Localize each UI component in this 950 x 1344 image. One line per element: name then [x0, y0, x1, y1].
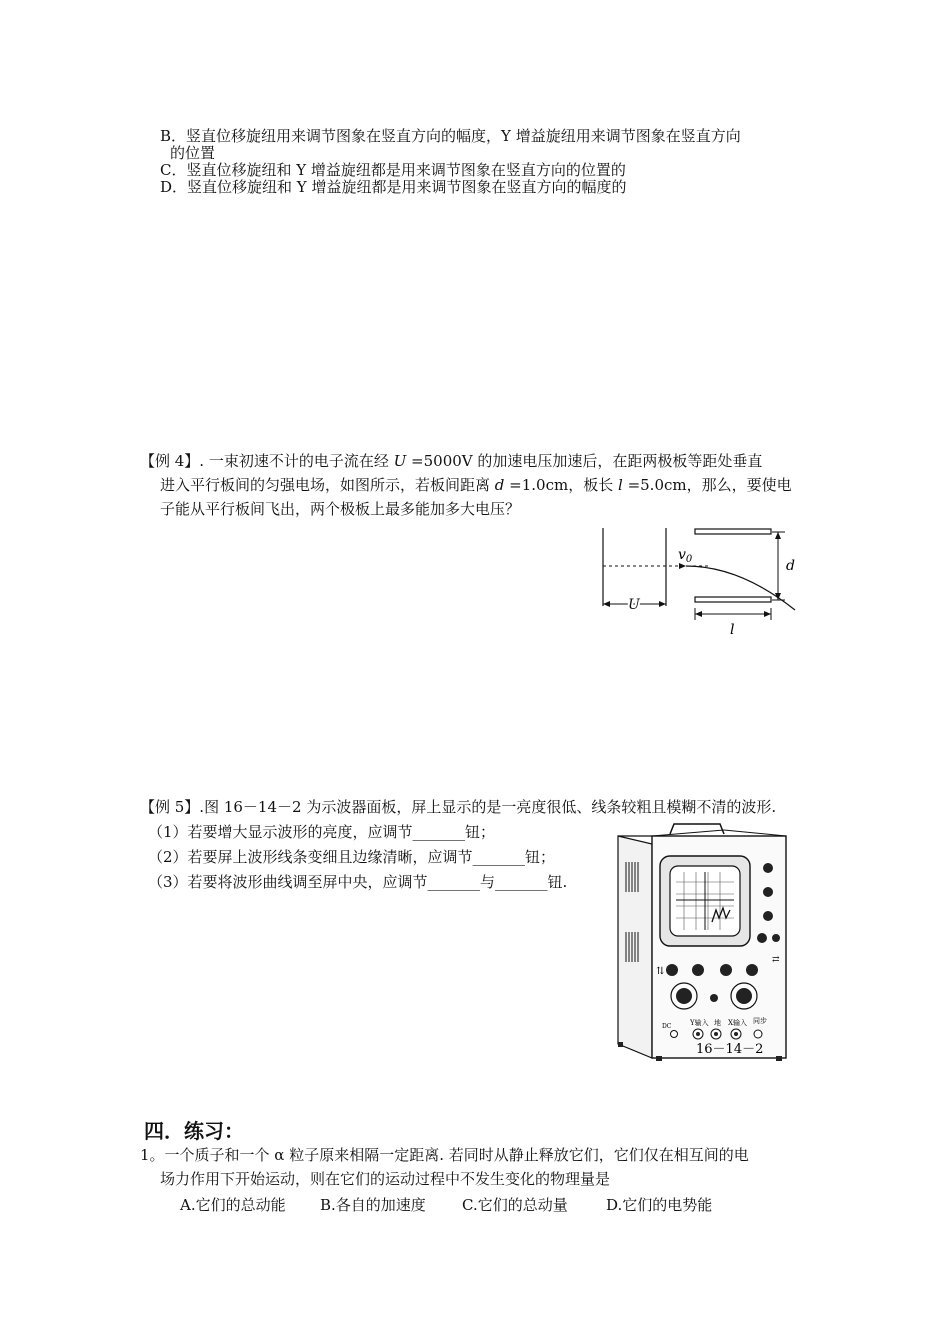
lower-deflection-plate [695, 597, 771, 602]
example5-question2: （2）若要屏上波形线条变细且边缘清晰，应调节_______钮； [148, 848, 556, 866]
example4-text: =5.0cm，那么，要使电 [622, 476, 792, 494]
label-U: U [628, 597, 640, 613]
practice1-option-b: B.各自的加速度 [320, 1196, 426, 1214]
upper-deflection-plate [695, 529, 771, 534]
label-y-input: Y输入 [690, 1019, 709, 1027]
label-l: l [730, 622, 735, 638]
practice1-option-c: C.它们的总动量 [462, 1196, 568, 1214]
fine-knob[interactable] [710, 994, 718, 1002]
example4-text: =5000V 的加速电压加速后，在距两极板等距处垂直 [406, 452, 763, 470]
section-heading: 四．练习： [144, 1119, 244, 1143]
d-arrow-top [775, 532, 781, 539]
label-ground: 地 [714, 1019, 721, 1027]
option-d: D．竖直位移旋纽和 Y 增益旋纽都是用来调节图象在竖直方向的幅度的 [160, 178, 627, 196]
example5-question3: （3）若要将波形曲线调至屏中央，应调节_______与_______钮. [148, 873, 568, 891]
example4-line3: 子能从平行板间飞出，两个极板上最多能加多大电压？ [160, 500, 521, 518]
symbol-U: U [393, 452, 407, 470]
U-arrow-right [659, 601, 666, 607]
label-v0: $v_0$ [678, 547, 693, 565]
l-arrow-left [695, 611, 702, 617]
practice1-option-a: A.它们的总动能 [180, 1196, 286, 1214]
label-d: d [786, 558, 795, 574]
symbol-l: l [617, 476, 623, 494]
l-arrow-right [764, 611, 771, 617]
example4-line2 [160, 475, 792, 495]
oscilloscope-illustration [612, 822, 792, 1064]
foot [618, 1042, 623, 1047]
U-arrow-left [603, 601, 610, 607]
figure-caption: 16－14－2 [696, 1042, 764, 1057]
example4-text: 进入平行板间的匀强电场，如图所示，若板间距离 [160, 476, 495, 494]
example4-text: 【例 4】. 一束初速不计的电子流在经 [140, 452, 394, 470]
label-x-input: X输入 [728, 1019, 747, 1027]
arrow-icon: ⇄ [772, 955, 780, 965]
option-b-line2: 的位置 [170, 144, 216, 162]
example4-text: =1.0cm，板长 [504, 476, 618, 494]
option-c: C．竖直位移旋纽和 Y 增益旋纽都是用来调节图象在竖直方向的位置的 [160, 161, 626, 179]
example5-question1: （1）若要增大显示波形的亮度，应调节_______钮； [148, 823, 496, 841]
electron-trajectory [686, 566, 795, 610]
foot [656, 1056, 662, 1061]
practice1-option-d: D.它们的电势能 [606, 1196, 713, 1214]
deflection-diagram [590, 522, 810, 642]
foot [776, 1056, 782, 1061]
example5-line1: 【例 5】.图 16－14－2 为示波器面板，屏上显示的是一亮度很低、线条较粗且模糊不清的波形. [140, 798, 777, 816]
arrow-icon: ⇅ [656, 966, 665, 977]
example4-line1 [140, 451, 762, 471]
symbol-d: d [494, 476, 505, 494]
practice1-line1: 1。一个质子和一个 α 粒子原来相隔一定距离. 若同时从静止释放它们，它们仅在相互间的电 [140, 1146, 749, 1164]
practice1-line2: 场力作用下开始运动，则在它们的运动过程中不发生变化的物理量是 [160, 1170, 611, 1188]
option-b-line1: B．竖直位移旋纽用来调节图象在竖直方向的幅度，Y 增益旋纽用来调节图象在竖直方向 [160, 127, 741, 145]
label-sync: 同步 [753, 1017, 767, 1025]
label-dc: DC [662, 1023, 672, 1030]
